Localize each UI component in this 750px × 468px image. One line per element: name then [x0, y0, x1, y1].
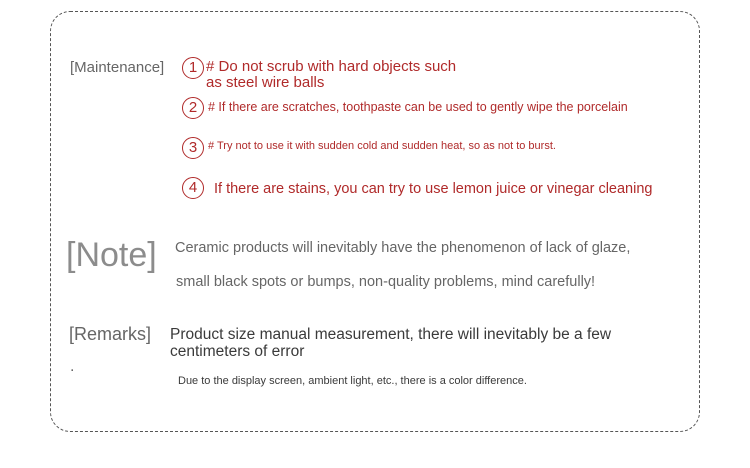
remarks-line2: centimeters of error — [170, 343, 305, 360]
remarks-label: [Remarks] — [69, 324, 152, 344]
note-line2: small black spots or bumps, non-quality problems, mind carefully! — [176, 274, 596, 290]
remarks-dot: . — [70, 358, 75, 375]
maintenance-item-1-line2: as steel wire balls — [206, 74, 325, 91]
maintenance-label: [Maintenance] — [70, 59, 165, 76]
note-line1: Ceramic products will inevitably have the phenomenon of lack of glaze, — [175, 240, 631, 256]
item-number-1: 1 — [182, 57, 204, 79]
item-number-4: 4 — [182, 177, 204, 199]
remarks-line1: Product size manual measurement, there will inevitably be a few — [170, 326, 612, 343]
item-number-2: 2 — [182, 97, 204, 119]
maintenance-item-4-text: If there are stains, you can try to use lemon juice or vinegar cleaning — [214, 181, 653, 197]
note-label: [Note] — [66, 236, 157, 274]
maintenance-item-3-text: # Try not to use it with sudden cold and sudden heat, so as not to burst. — [208, 140, 556, 152]
item-number-3: 3 — [182, 137, 204, 159]
remarks-subnote: Due to the display screen, ambient light, etc., there is a color difference. — [178, 375, 527, 387]
maintenance-item-2-text: # If there are scratches, toothpaste can be used to gently wipe the porcelain — [208, 100, 628, 114]
maintenance-item-1-line1: # Do not scrub with hard objects such — [206, 58, 457, 75]
